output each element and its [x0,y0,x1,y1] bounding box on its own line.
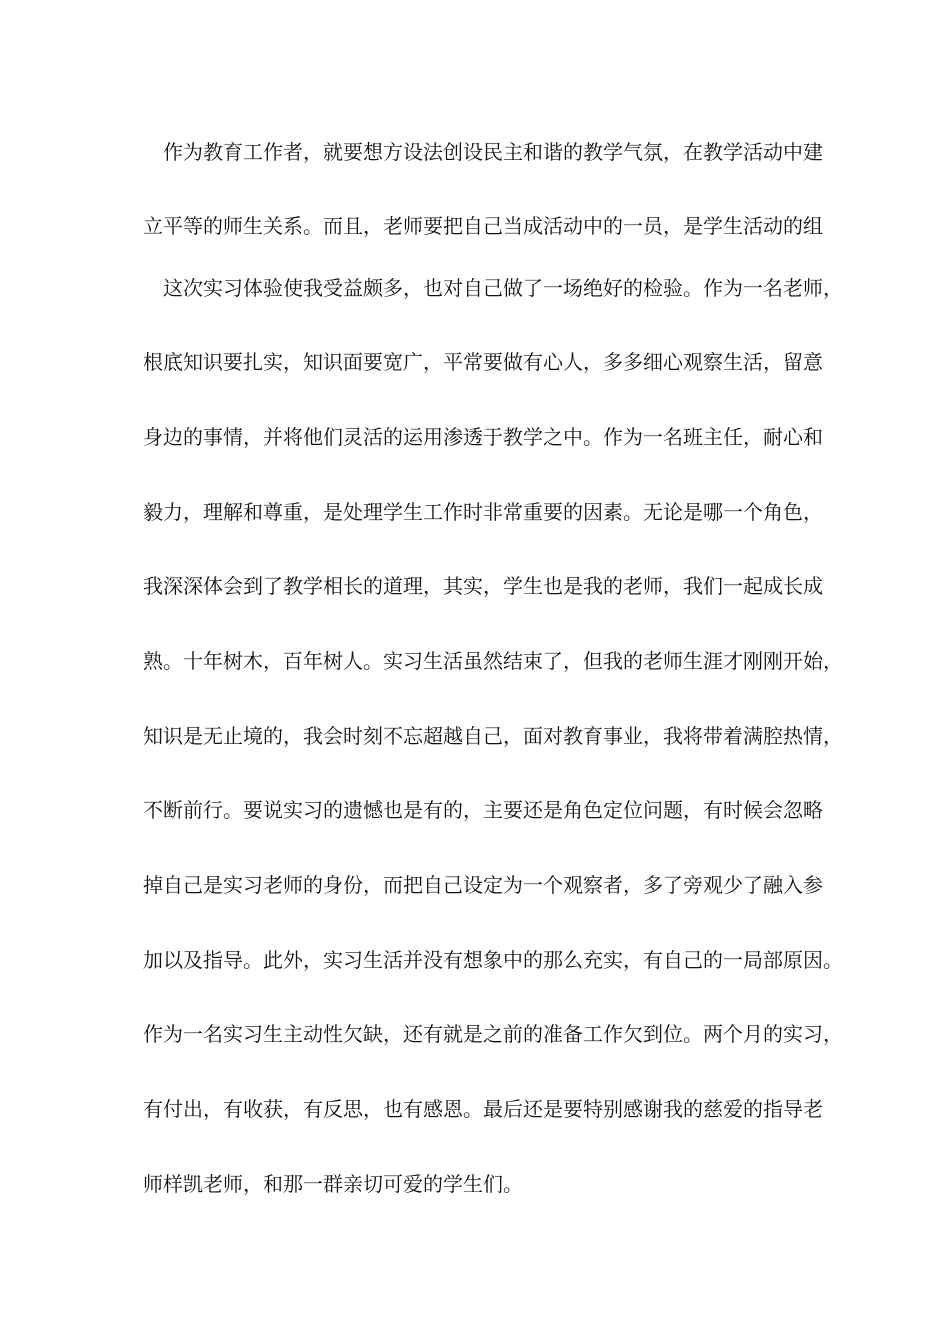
paragraph-1-line-2: 立平等的师生关系。而且，老师要把自己当成活动中的一员，是学生活动的组 [143,214,823,238]
paragraph-2-line-5: 我深深体会到了教学相长的道理，其实，学生也是我的老师，我们一起成长成 [143,574,823,598]
paragraph-2-line-1: 这次实习体验使我受益颇多，也对自己做了一场绝好的检验。作为一名老师， [163,276,843,300]
paragraph-2-line-13: 师样凯老师，和那一群亲切可爱的学生们。 [143,1172,523,1196]
paragraph-2-line-6: 熟。十年树木，百年树人。实习生活虽然结束了，但我的老师生涯才刚刚开始， [143,649,843,673]
paragraph-2-line-4: 毅力，理解和尊重，是处理学生工作时非常重要的因素。无论是哪一个角色， [143,500,823,524]
paragraph-2-line-9: 掉自己是实习老师的身份，而把自己设定为一个观察者，多了旁观少了融入参 [143,873,823,897]
paragraph-2-line-10: 加以及指导。此外，实习生活并没有想象中的那么充实，有自己的一局部原因。 [143,948,843,972]
paragraph-2-line-7: 知识是无止境的，我会时刻不忘超越自己，面对教育事业，我将带着满腔热情， [143,724,843,748]
paragraph-2-line-12: 有付出，有收获，有反思，也有感恩。最后还是要特别感谢我的慈爱的指导老 [143,1097,823,1121]
paragraph-2-line-3: 身边的事情，并将他们灵活的运用渗透于教学之中。作为一名班主任，耐心和 [143,425,823,449]
paragraph-1-line-1: 作为教育工作者，就要想方设法创设民主和谐的教学气氛，在教学活动中建 [163,140,823,164]
paragraph-2-line-8: 不断前行。要说实习的遗憾也是有的，主要还是角色定位问题，有时候会忽略 [143,798,823,822]
paragraph-2-line-2: 根底知识要扎实，知识面要宽广，平常要做有心人，多多细心观察生活，留意 [143,350,823,374]
paragraph-2-line-11: 作为一名实习生主动性欠缺，还有就是之前的准备工作欠到位。两个月的实习， [143,1022,843,1046]
